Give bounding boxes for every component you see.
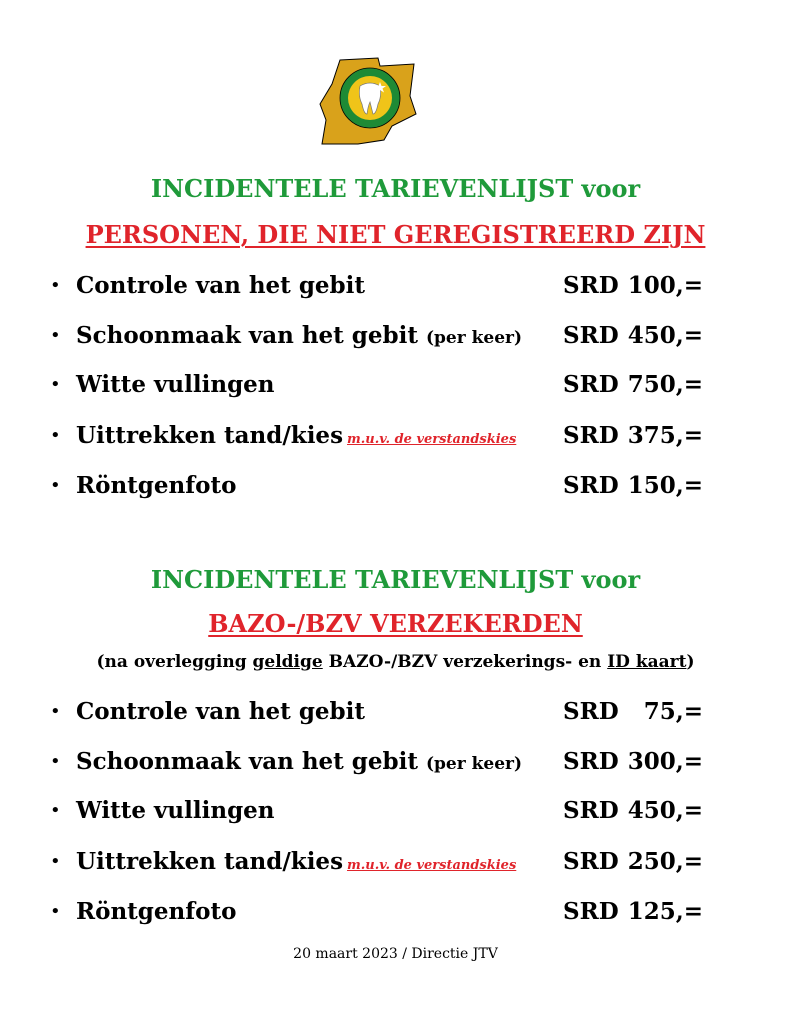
bullet-icon: • bbox=[50, 325, 61, 346]
bullet-icon: • bbox=[50, 374, 61, 395]
currency: SRD bbox=[563, 272, 619, 299]
footer-date: 20 maart 2023 / Directie JTV bbox=[293, 946, 498, 962]
service-label: Witte vullingen bbox=[76, 371, 275, 398]
price-row bbox=[0, 895, 791, 929]
currency: SRD bbox=[563, 422, 619, 449]
per-visit-note: (per keer) bbox=[425, 328, 523, 348]
price-row bbox=[0, 794, 791, 828]
amount: 450,= bbox=[627, 797, 703, 824]
service-label: Röntgenfoto bbox=[76, 898, 237, 925]
bullet-icon: • bbox=[50, 275, 61, 296]
price-row bbox=[0, 419, 791, 453]
service-label: Uittrekken tand/kies m.u.v. de verstandskies bbox=[76, 848, 517, 875]
amount: 300,= bbox=[627, 748, 703, 775]
section2-note: (na overlegging geldige BAZO-/BZV verzekerings- en ID kaart) bbox=[96, 652, 695, 672]
price-row bbox=[0, 469, 791, 503]
amount: 450,= bbox=[627, 322, 703, 349]
currency: SRD bbox=[563, 748, 619, 775]
section2-subtitle: BAZO-/BZV VERZEKERDEN bbox=[208, 609, 583, 638]
section1-subtitle: PERSONEN, DIE NIET GEREGISTREERD ZIJN bbox=[85, 220, 706, 249]
section1-title: INCIDENTELE TARIEVENLIJST voor bbox=[150, 174, 641, 203]
service-label: Uittrekken tand/kies m.u.v. de verstandskies bbox=[76, 422, 517, 449]
section2-title: INCIDENTELE TARIEVENLIJST voor bbox=[150, 565, 641, 594]
exception-note: m.u.v. de verstandskies bbox=[347, 432, 517, 447]
currency: SRD bbox=[563, 698, 619, 725]
bullet-icon: • bbox=[50, 800, 61, 821]
bullet-icon: • bbox=[50, 425, 61, 446]
price-row bbox=[0, 845, 791, 879]
price-row bbox=[0, 269, 791, 303]
amount: 75,= bbox=[643, 698, 703, 725]
currency: SRD bbox=[563, 322, 619, 349]
currency: SRD bbox=[563, 848, 619, 875]
amount: 100,= bbox=[627, 272, 703, 299]
currency: SRD bbox=[563, 371, 619, 398]
price-row bbox=[0, 695, 791, 729]
service-label: Controle van het gebit bbox=[76, 272, 365, 299]
price-row bbox=[0, 368, 791, 402]
bullet-icon: • bbox=[50, 901, 61, 922]
amount: 375,= bbox=[627, 422, 703, 449]
amount: 125,= bbox=[627, 898, 703, 925]
service-label: Controle van het gebit bbox=[76, 698, 365, 725]
bullet-icon: • bbox=[50, 851, 61, 872]
price-row bbox=[0, 319, 791, 353]
foundation-logo bbox=[318, 56, 418, 148]
currency: SRD bbox=[563, 898, 619, 925]
amount: 250,= bbox=[627, 848, 703, 875]
service-label: Witte vullingen bbox=[76, 797, 275, 824]
bullet-icon: • bbox=[50, 701, 61, 722]
exception-note: m.u.v. de verstandskies bbox=[347, 858, 517, 873]
service-label: Schoonmaak van het gebit (per keer) bbox=[76, 322, 523, 349]
bullet-icon: • bbox=[50, 751, 61, 772]
service-label: Schoonmaak van het gebit (per keer) bbox=[76, 748, 523, 775]
per-visit-note: (per keer) bbox=[425, 754, 523, 774]
service-label: Röntgenfoto bbox=[76, 472, 237, 499]
amount: 750,= bbox=[627, 371, 703, 398]
currency: SRD bbox=[563, 797, 619, 824]
price-row bbox=[0, 745, 791, 779]
currency: SRD bbox=[563, 472, 619, 499]
bullet-icon: • bbox=[50, 475, 61, 496]
amount: 150,= bbox=[627, 472, 703, 499]
